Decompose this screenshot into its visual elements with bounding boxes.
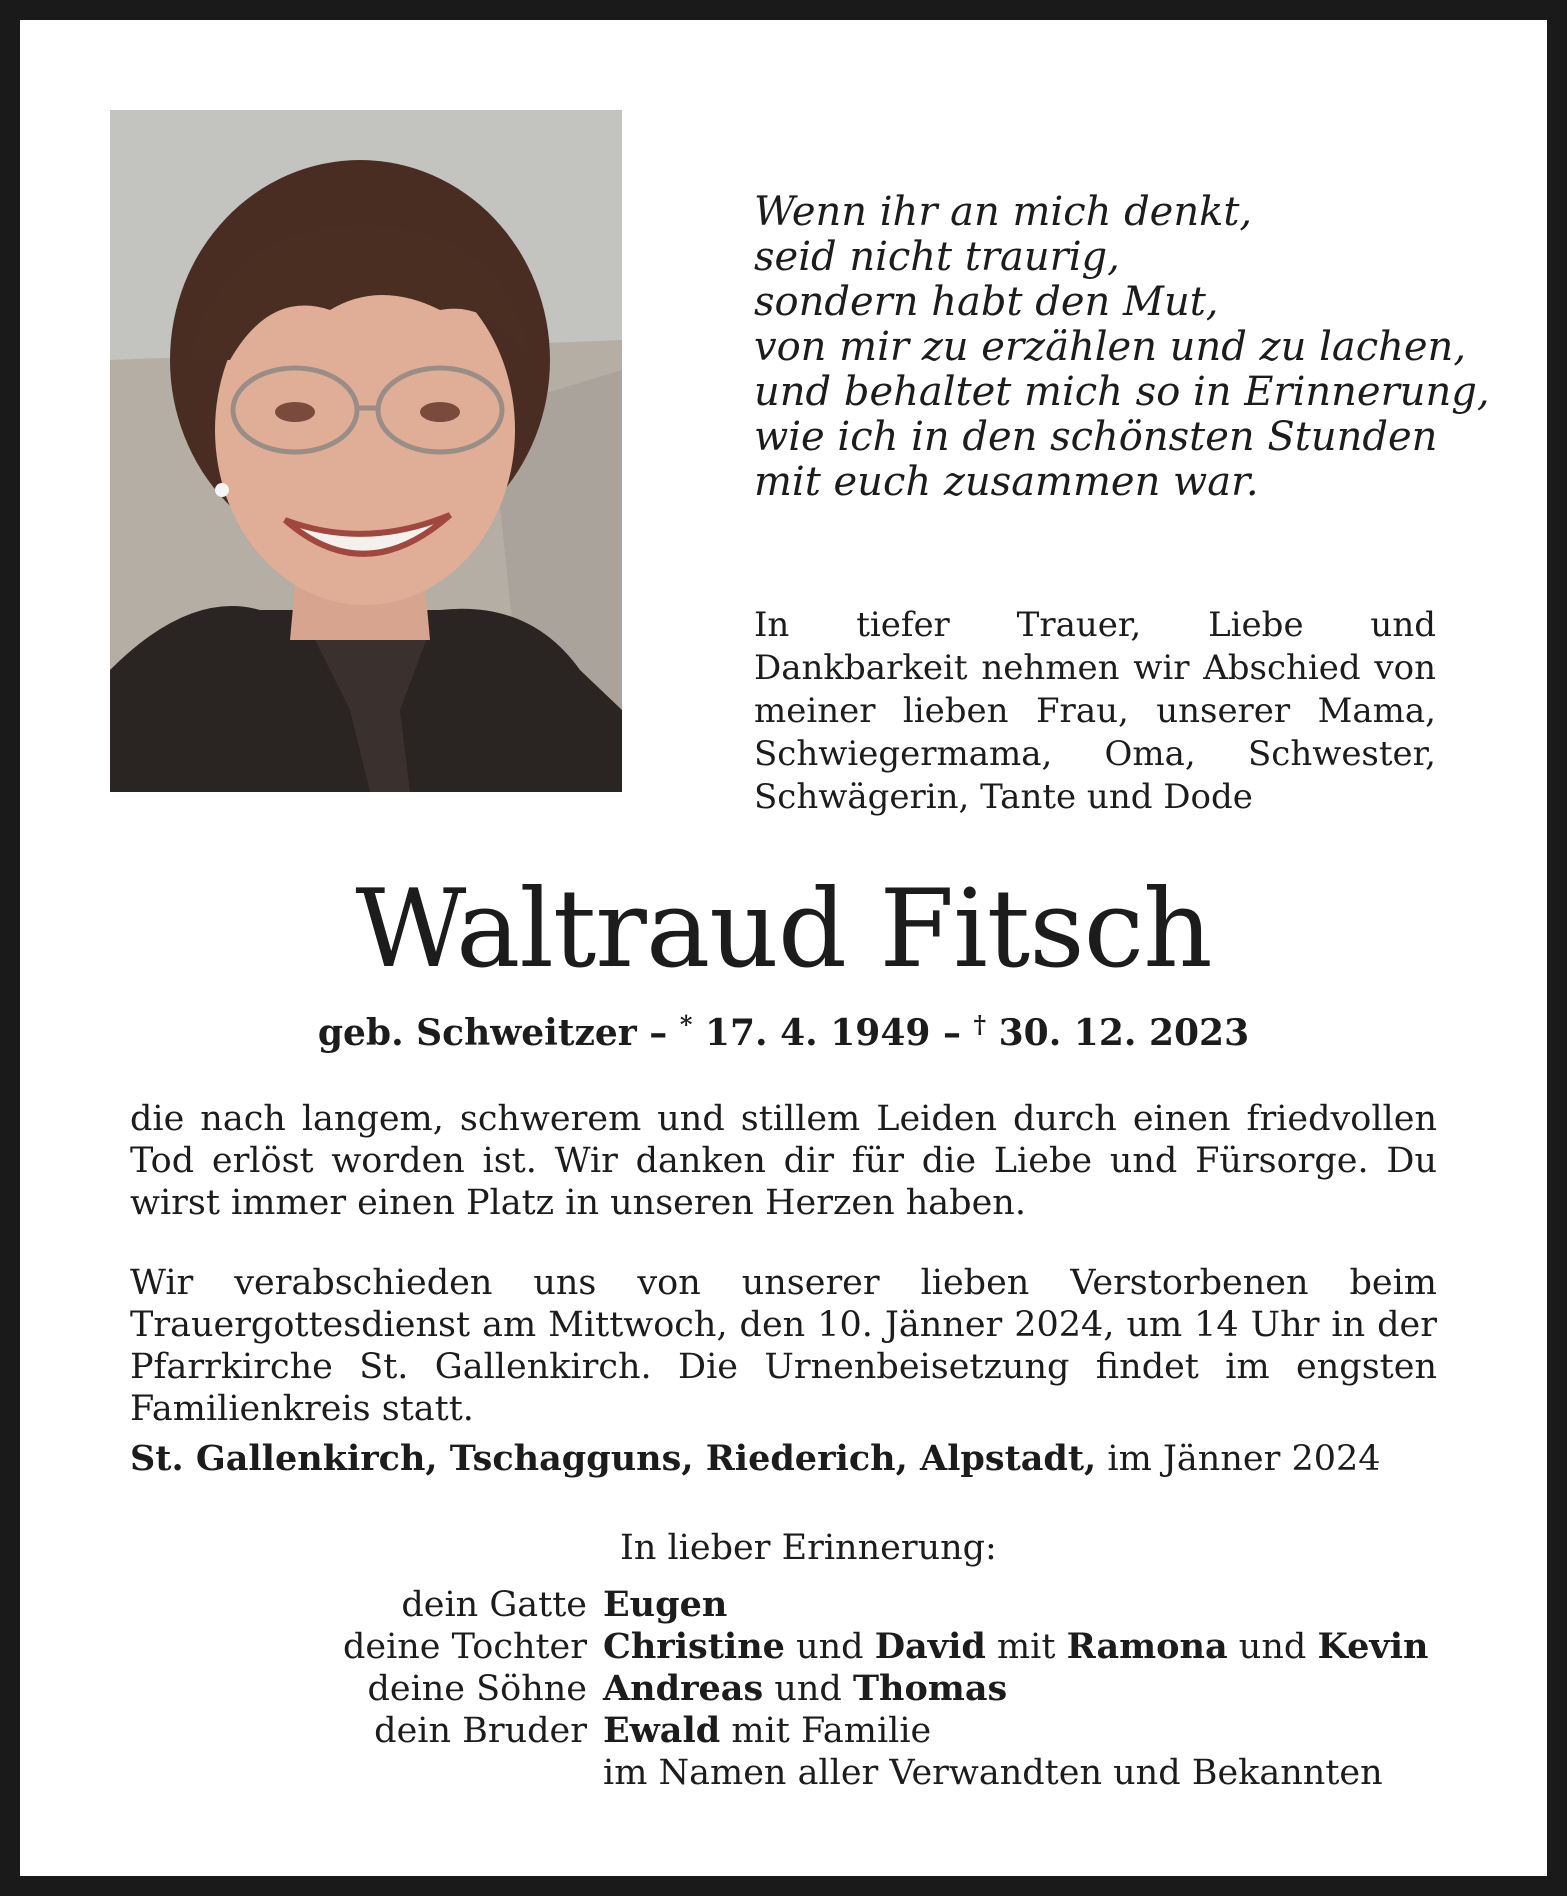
relative-row [130,1752,1437,1794]
poem-line: sondern habt den Mut, [754,279,1219,325]
poem-line: von mir zu erzählen und zu lachen, [754,324,1467,370]
died-date: 30. 12. 2023 [998,1012,1250,1054]
towns: St. Gallenkirch, Tschagguns, Riederich, Alpstadt, [130,1438,1097,1479]
connector: und [774,1669,842,1709]
birth-name: geb. Schweitzer [317,1012,637,1054]
paragraph-farewell: die nach langem, schwerem und stillem Leiden durch einen friedvollen Tod erlöst worden ist. Wir danken dir für die Liebe und Fürsorge. Du wirst immer einen Platz in unseren Herzen haben. [130,1099,1437,1223]
closing-line: im Namen aller Verwandten und Bekannten [603,1753,1383,1793]
portrait-photo [110,110,622,792]
portrait-illustration [110,110,622,792]
connector: mit [996,1627,1056,1667]
relative-name: Ewald [603,1710,721,1751]
born-date: 17. 4. 1949 [704,1012,931,1054]
relative-row [130,1710,1437,1752]
poem-line: Wenn ihr an mich denkt, [754,189,1253,235]
month-year: im Jänner 2024 [1107,1439,1381,1479]
poem-line: mit euch zusammen war. [754,459,1259,505]
relative-row [130,1584,1437,1626]
connector: mit Familie [731,1711,932,1751]
intro-text: In tiefer Trauer, Liebe und Dankbarkeit nehmen wir Abschied von meiner lieben Frau, unserer Mama, Schwiegermama, Oma, Schwester, Schwägerin, Tante und Dode [754,605,1436,817]
relative-name: Eugen [603,1584,728,1625]
born-symbol: * [679,1010,693,1039]
relatives-list [130,1584,1437,1794]
relative-name: Thomas [852,1668,1008,1709]
place-and-date [130,1438,1437,1480]
relative-name: Christine [603,1626,785,1667]
relative-name: Ramona [1066,1626,1228,1667]
relative-names [603,1668,1437,1710]
paragraph-service: Wir verabschieden uns von unserer lieben Verstorbenen beim Trauergottesdienst am Mittwoch, den 10. Jänner 2024, um 14 Uhr in der Pfarrkirche St. Gallenkirch. Die Urnenbeisetzung findet im engsten Familienkreis statt. [130,1263,1437,1429]
relative-name: Kevin [1317,1626,1429,1667]
deceased-name: Waltraud Fitsch [355,867,1212,992]
connector: und [796,1627,864,1667]
relative-row [130,1626,1437,1668]
relative-names [603,1710,1437,1752]
relative-role: deine Tochter [342,1627,587,1667]
memory-heading: In lieber Erinnerung: [620,1528,997,1568]
relative-role: deine Söhne [367,1669,587,1709]
relative-names [603,1584,1437,1626]
poem-line: wie ich in den schönsten Stunden [754,414,1438,460]
relative-row [130,1668,1437,1710]
died-symbol: † [973,1010,987,1039]
relative-names [603,1626,1437,1668]
relative-role-empty [130,1752,603,1794]
relative-role: dein Bruder [374,1711,587,1751]
poem [754,189,1490,505]
poem-line: und behaltet mich so in Erinnerung, [754,369,1490,415]
life-dates: geb. Schweitzer – * 17. 4. 1949 – † 30. 12. 2023 [317,1010,1250,1054]
poem-line: seid nicht traurig, [754,234,1120,280]
connector: und [1238,1627,1307,1667]
relative-name: David [874,1626,986,1667]
relative-role: dein Gatte [401,1585,587,1625]
relative-name: Andreas [603,1668,764,1709]
